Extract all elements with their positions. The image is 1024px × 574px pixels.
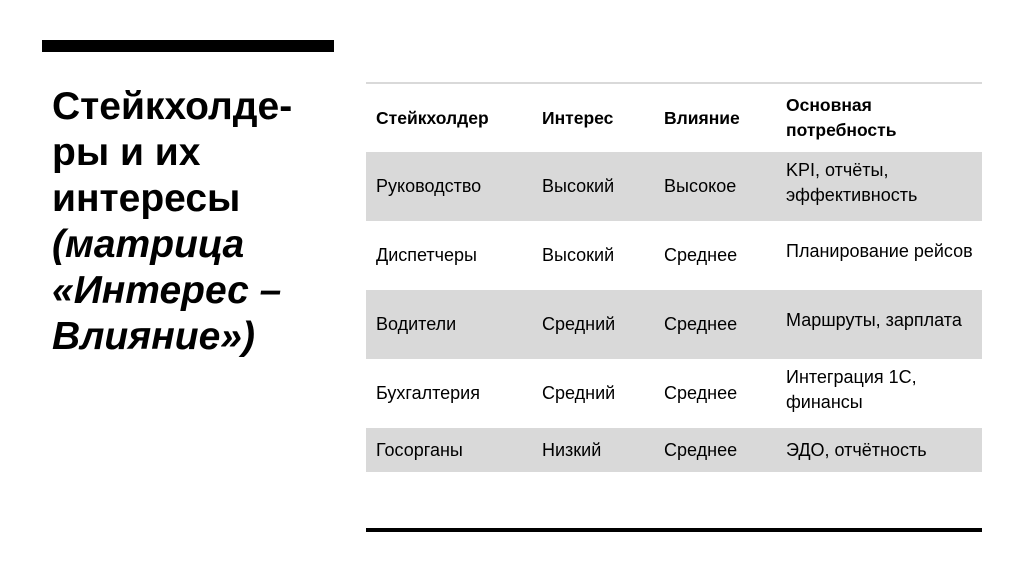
cell-interest: Высокий (542, 245, 615, 265)
header-stakeholder: Стейкхолдер (376, 107, 489, 128)
table-row (366, 359, 982, 428)
table-row (366, 221, 982, 290)
cell-stakeholder: Водители (376, 314, 457, 334)
cell-stakeholder: Бухгалтерия (376, 383, 480, 403)
cell-influence: Среднее (664, 245, 738, 265)
cell-main-need: Интеграция 1С, финансы (786, 366, 917, 412)
cell-main-need: ЭДО, отчётность (786, 439, 927, 460)
header-main-need: Основная потребность (786, 95, 897, 140)
cell-interest: Средний (542, 383, 616, 403)
slide-title (52, 84, 322, 360)
cell-stakeholder: Диспетчеры (376, 245, 477, 265)
cell-influence: Среднее (664, 314, 738, 334)
stakeholder-table (366, 84, 982, 472)
table-row (366, 290, 982, 359)
cell-main-need: Маршруты, зарплата (786, 310, 962, 330)
header-interest: Интерес (542, 107, 614, 128)
cell-influence: Среднее (664, 383, 738, 403)
cell-interest: Средний (542, 314, 616, 334)
cell-interest: Низкий (542, 439, 602, 460)
slide-title-main: Стейкхолдеры и их интересы (52, 85, 293, 220)
table-row (366, 152, 982, 221)
header-influence: Влияние (664, 107, 740, 128)
top-decorative-bar (42, 40, 334, 52)
cell-influence: Высокое (664, 176, 737, 196)
cell-interest: Высокий (542, 176, 615, 196)
bottom-decorative-bar (366, 528, 982, 532)
slide-title-subtitle: (матрица «Интерес – Влияние») (52, 223, 282, 358)
cell-stakeholder: Руководство (376, 176, 482, 196)
stakeholder-table-container (366, 82, 982, 472)
table-header-row (366, 84, 982, 152)
table-row (366, 428, 982, 472)
cell-main-need: KPI, отчёты, эффективность (786, 159, 918, 205)
cell-influence: Среднее (664, 439, 738, 460)
cell-stakeholder: Госорганы (376, 439, 463, 460)
cell-main-need: Планирование рейсов (786, 241, 973, 261)
